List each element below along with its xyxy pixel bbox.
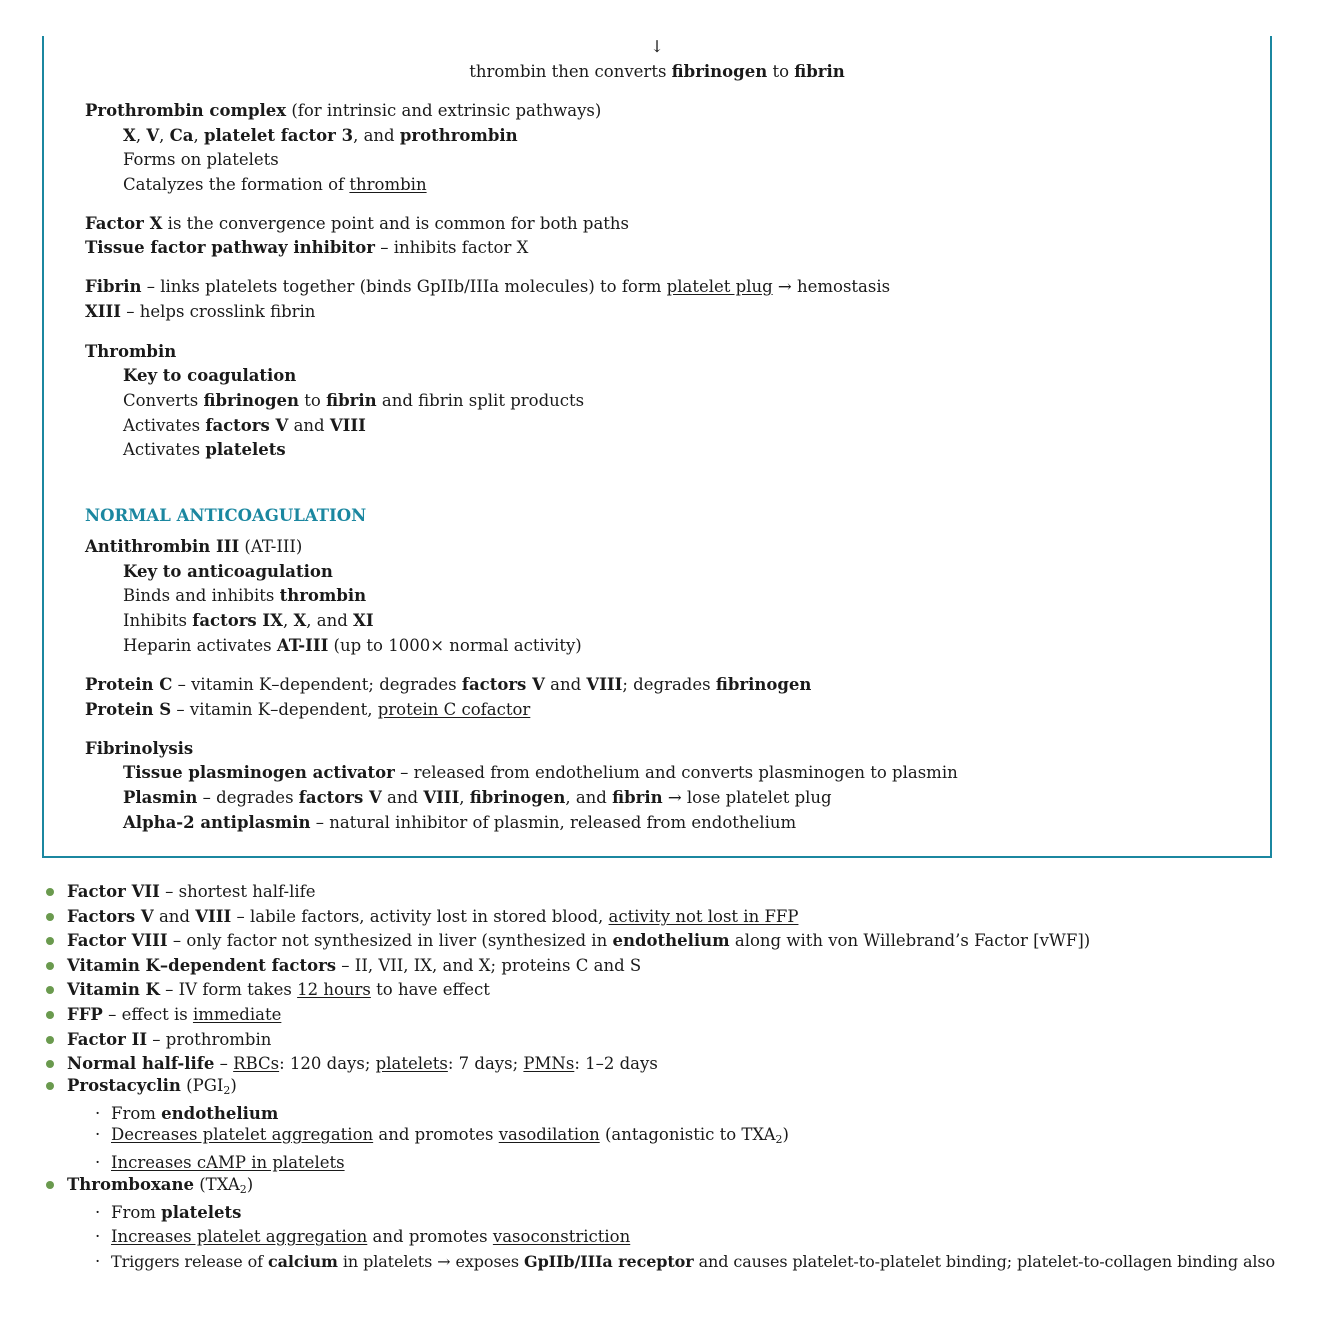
- xiii-line: XIII – helps crosslink fibrin: [85, 302, 316, 321]
- protein-c-line: Protein C – vitamin K–dependent; degrades factors V and VIII; degrades fibrinogen: [85, 675, 812, 694]
- tfpi-line: Tissue factor pathway inhibitor – inhibits factor X: [85, 238, 529, 257]
- bullet-icon: [46, 962, 54, 970]
- down-arrow: ↓: [650, 37, 664, 56]
- anticoagulation-heading: NORMAL ANTICOAGULATION: [85, 506, 367, 525]
- at3-key: Key to anticoagulation: [123, 562, 333, 581]
- at3-line: Inhibits factors IX, X, and XI: [123, 611, 374, 630]
- thrombin-title: Thrombin: [85, 342, 177, 361]
- sub-bullet-icon: ·: [95, 1153, 101, 1172]
- at3-title: Antithrombin III (AT-III): [85, 537, 303, 556]
- bullet-icon: [46, 1181, 54, 1189]
- sub-bullet-icon: ·: [95, 1227, 101, 1246]
- bullet-icon: [46, 986, 54, 994]
- bullet-icon: [46, 1082, 54, 1090]
- bullet-icon: [46, 1011, 54, 1019]
- prothrombin-complex-title: Prothrombin complex (for intrinsic and extrinsic pathways): [85, 101, 602, 120]
- bullet-icon: [46, 1036, 54, 1044]
- sub-bullet-icon: ·: [95, 1125, 101, 1144]
- bullet-icon: [46, 913, 54, 921]
- at3-line: Heparin activates AT-III (up to 1000× normal activity): [123, 636, 582, 655]
- alpha2-line: Alpha-2 antiplasmin – natural inhibitor of plasmin, released from endothelium: [123, 813, 797, 832]
- factor-x-line: Factor X is the convergence point and is common for both paths: [85, 214, 630, 233]
- flow-line: thrombin then converts fibrinogen to fibrin: [469, 62, 845, 81]
- prothrombin-complex-line: Forms on platelets: [123, 150, 279, 169]
- fibrin-line: Fibrin – links platelets together (binds GpIIb/IIIa molecules) to form platelet plug → hemostasis: [85, 277, 891, 296]
- thrombin-key: Key to coagulation: [123, 366, 297, 385]
- thrombin-line: Activates factors V and VIII: [123, 416, 366, 435]
- at3-line: Binds and inhibits thrombin: [123, 586, 367, 605]
- coagulation-summary-box: [42, 36, 1272, 858]
- bullet-icon: [46, 1060, 54, 1068]
- bullet-icon: [46, 937, 54, 945]
- bullet-icon: [46, 888, 54, 896]
- prothrombin-complex-items: X, V, Ca, platelet factor 3, and prothrombin: [123, 126, 518, 145]
- prothrombin-complex-line: Catalyzes the formation of thrombin: [123, 175, 427, 194]
- thrombin-line: Converts fibrinogen to fibrin and fibrin split products: [123, 391, 585, 410]
- protein-s-line: Protein S – vitamin K–dependent, protein C cofactor: [85, 700, 531, 719]
- sub-bullet-icon: ·: [95, 1252, 101, 1271]
- plasmin-line: Plasmin – degrades factors V and VIII, fibrinogen, and fibrin → lose platelet plug: [123, 788, 832, 807]
- fibrinolysis-title: Fibrinolysis: [85, 739, 194, 758]
- tpa-line: Tissue plasminogen activator – released from endothelium and converts plasminogen to plasmin: [123, 763, 958, 782]
- thrombin-line: Activates platelets: [123, 440, 286, 459]
- sub-bullet-icon: ·: [95, 1203, 101, 1222]
- sub-bullet-icon: ·: [95, 1104, 101, 1123]
